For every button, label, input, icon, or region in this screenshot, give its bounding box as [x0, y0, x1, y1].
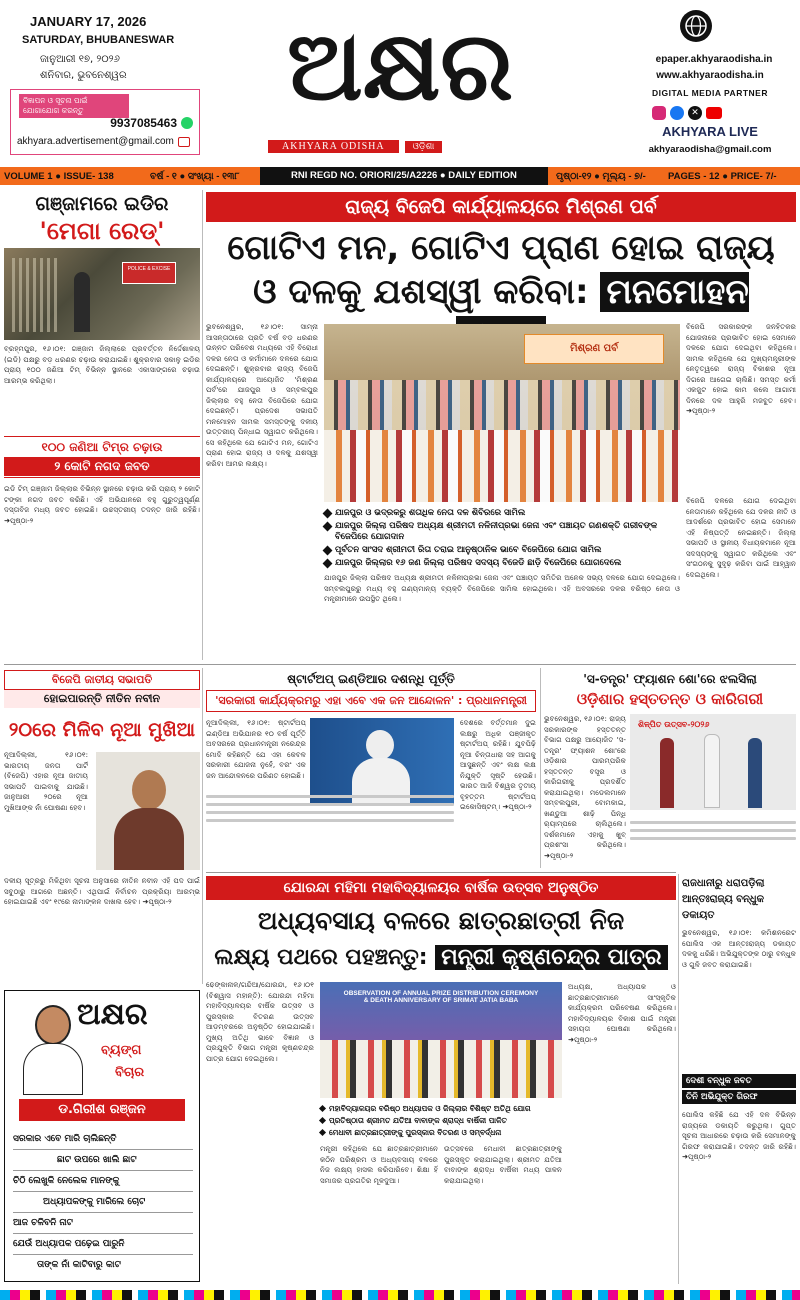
date-od: ଜାନୁଆରୀ ୧୭, ୨୦୨୬	[40, 54, 120, 65]
college-photo	[320, 982, 562, 1098]
logo-sub-od: ଓଡ଼ିଶା	[405, 141, 443, 153]
model-figure	[660, 738, 674, 808]
logo	[250, 0, 550, 166]
bullet-marker-icon	[323, 509, 333, 519]
ed-raid-photo	[4, 248, 200, 340]
satire-author: ଡ.ଗିରୀଶ ରଞ୍ଜନ	[19, 1099, 185, 1121]
ed-subhead-2: ୨ କୋଟି ନଗଦ ଜବତ	[4, 457, 200, 476]
college-story	[206, 876, 676, 1286]
whatsapp-icon	[181, 117, 193, 129]
text-line	[630, 821, 796, 824]
college-banner: ଯୋରନ୍ଦା ମହିମା ମହାବିଦ୍ୟାଳୟର ବାର୍ଷିକ ଉତ୍ସବ ଅନୁଷ୍ଠିତ	[206, 876, 676, 900]
registration-strip	[0, 1290, 800, 1300]
startup-kicker: ଷ୍ଟାର୍ଟଅପ୍ ଇଣ୍ଡିଆର ଦଶନ୍ଧି ପୂର୍ତ୍ତି	[287, 672, 455, 686]
stage-crowd	[320, 1040, 562, 1098]
bullet-text: ପ୍ରତିଷ୍ଠାତା ଶ୍ରୀମତ ଯତିଆ ବାବାଙ୍କ ଶ୍ରାଦ୍ଧ ବାର୍ଷିକୀ ପାଳିତ	[329, 1116, 507, 1125]
logo-subtitle	[268, 140, 442, 153]
globe-icon	[680, 10, 712, 42]
phone-number[interactable]: 9937085463	[110, 116, 177, 130]
facebook-icon[interactable]	[670, 106, 684, 120]
portrait-body	[114, 808, 184, 870]
robbery-head-2: ଆନ୍ତଃରାଜ୍ୟ ବନ୍ଧୁକ ଡକାୟତ	[682, 894, 765, 921]
bjp-body-1: ନୂଆଦିଲ୍ଲୀ, ୧୬।୦୧: ଭାରତୀୟ ଜନତା ପାର୍ଟି (ବିଜେପି) ଏହାର ନୂଆ ଜାତୀୟ ସଭାପତି ପାଇବାକୁ ଯାଉଛି। ଜାନୁଆରୀ ୨୦ରେ ନୂଆ ମୁଖିଆଙ୍କ ନାଁ ଘୋଷଣା ହେବ।	[4, 750, 88, 812]
verse-line: ଛାଟ ଉପରେ ଖାଲି ଛାଟ	[13, 1150, 193, 1171]
lead-col-4: ବିଜେପି ଦଳରେ ଯୋଗ ଦେଇଥିବା ନେତାମାନେ କହିଥିଲେ ଯେ ଦଳର ନୀତି ଓ ଆଦର୍ଶରେ ପ୍ରଭାବିତ ହୋଇ ସେମାନେ ଏହି ନିଷ୍ପତ୍ତି ନେଇଛନ୍ତି। ଜିଲ୍ଲା ସଭାପତି ଓ ସ୍ଥାନୀୟ ବିଧାୟକମାନେ ନୂଆ ସଦସ୍ୟଙ୍କୁ ସ୍ୱାଗତ କରିଥିଲେ ଏବଂ ସଂଗଠନକୁ ସୁଦୃଢ଼ କରିବା ପାଇଁ ଆହ୍ୱାନ ଦେଇଥିଲେ।	[686, 496, 796, 579]
lead-bullet	[324, 545, 680, 556]
photo-banner-2: & DEATH ANNIVERSARY OF SRIMAT JATIA BABA	[363, 997, 519, 1004]
bjp-body-2: ଦଳୀୟ ସୂତ୍ରରୁ ମିଳିଥିବା ସୂଚନା ଅନୁସାରେ ନୀତିନ ନବୀନ ଏହି ପଦ ପାଇଁ ସବୁଠାରୁ ଆଗରେ ଅଛନ୍ତି। ଏଥିପାଇଁ ନିର୍ବାଚନ ପ୍ରକ୍ରିୟା ଆରମ୍ଭ ହୋଇଯାଇଛି ଏବଂ ୧୯ରେ ନାମାଙ୍କନ ଦାଖଲ ହେବ। ➜ପୃଷ୍ଠା-୨	[4, 876, 200, 906]
bjp-kicker-1: ବିଜେପି ଜାତୀୟ ସଭାପତି	[4, 670, 200, 690]
verse-line: ସରକାର ଏବେ ମାରି ଚାଲିଛନ୍ତି	[13, 1129, 193, 1150]
college-bullet	[320, 1116, 562, 1126]
grille-left	[12, 258, 60, 332]
startup-headline: 'ସରକାରୀ କାର୍ଯ୍ୟକ୍ରମରୁ ଏହା ଏବେ ଏକ ଜନ ଆନ୍ଦୋଳନ' : ପ୍ରଧାନମନ୍ତ୍ରୀ	[206, 690, 536, 712]
college-col-4: ଅଧ୍ୟକ୍ଷ, ଅଧ୍ୟାପକ ଓ ଛାତ୍ରଛାତ୍ରୀମାନେ ସାଂସ୍କୃତିକ କାର୍ଯ୍ୟକ୍ରମ ପରିବେଷଣ କରିଥିଲେ। ମହାବିଦ୍ୟାଳୟର ବିକାଶ ପାଇଁ ମନ୍ତ୍ରୀ ସହାୟତା ଘୋଷଣା କରିଥିଲେ। ➜ପୃଷ୍ଠା-୨	[568, 982, 676, 1044]
volume-od: ବର୍ଷ - ୧ ● ସଂଖ୍ୟା - ୧୩୮	[150, 170, 240, 182]
ad-contact-box	[10, 89, 200, 155]
text-line	[630, 829, 796, 832]
portrait-head	[132, 770, 166, 810]
fashion-headline: ଓଡ଼ିଶାର ହସ୍ତତନ୍ତ ଓ କାରିଗରୀ	[576, 690, 764, 708]
bullet-marker-icon	[319, 1105, 326, 1112]
youtube-icon[interactable]	[706, 107, 722, 119]
satire-logo: ଅକ୍ଷର	[77, 997, 148, 1032]
college-headline-2b: ମନ୍ତ୍ରୀ କୃଷ୍ଣଚନ୍ଦ୍ର ପାତ୍ର	[435, 945, 667, 970]
divider	[202, 190, 203, 660]
pages-en: PAGES - 12 ● PRICE- 7/-	[668, 170, 777, 182]
satire-title-2: ବିଚାର	[115, 1065, 145, 1080]
pages-od: ପୃଷ୍ଠା-୧୨ ● ମୂଲ୍ୟ - ୭/-	[556, 170, 646, 182]
ed-raid-story	[4, 192, 200, 662]
officer-figure	[74, 272, 90, 332]
bjp-president-story	[4, 670, 200, 980]
masthead	[0, 0, 800, 166]
divider	[540, 668, 541, 868]
live-label: AKHYARA LIVE	[662, 124, 758, 139]
epaper-url[interactable]: epaper.akhyaraodisha.in	[655, 54, 773, 65]
verse-line: ଯେଉଁ ଅଧ୍ୟାପକ ପଢ଼େଇ ପାରୁନି	[13, 1234, 193, 1255]
ed-head-1: ଗଞ୍ଜାମରେ ଇଡିର	[35, 193, 169, 215]
regd-no: RNI REGD NO. ORIORI/25/A2226 ● DAILY EDITION	[260, 167, 548, 185]
college-bullets	[320, 1104, 562, 1140]
instagram-icon[interactable]	[652, 106, 666, 120]
bullet-text: ଯାଜପୁର ଜିଲ୍ଲାର ୧୬ ଜଣ ଜିଲ୍ଲା ପରିଷଦ ସଦସ୍ୟ ବିଜେଡି ଛାଡ଼ି ବିଜେପିରେ ଯୋଗଦେଲେ	[335, 558, 622, 568]
bullet-text: ଯାଜପୁର ଜିଲ୍ଲା ପରିଷଦ ଅଧ୍ୟକ୍ଷ ଶ୍ରୀମତୀ ନଳିନୀପ୍ରଭା ଜେନା ଏବଂ ପଞ୍ଚାୟତ ଗଣଶକ୍ତି ଗରୀବଙ୍କ ବିଜେପିରେ ଯୋଗଦାନ	[335, 521, 658, 542]
phone-row	[110, 116, 193, 130]
fashion-kicker: 'ସ-ତନ୍ତ୍ର' ଫ୍ୟାଶନ ଶୋ'ରେ ଝଲସିଲା	[583, 672, 757, 686]
lead-col-3: ବିଜେପି ସରକାରଙ୍କ ଜନହିତକର ଯୋଜନାରେ ପ୍ରଭାବିତ ହୋଇ ସେମାନେ ଦଳରେ ଯୋଗ ଦେଇଥିବା କହିଥିଲେ। ସାମଲ କହିଥିଲେ ଯେ ମୁଖ୍ୟମନ୍ତ୍ରୀଙ୍କ ନେତୃତ୍ୱରେ ରାଜ୍ୟ ବିକାଶର ନୂଆ ଦିଗରେ ଆଗେଇ ଚାଲିଛି। ସମସ୍ତ କର୍ମୀ ଏକଜୁଟ ହୋଇ କାମ କଲେ ଆଗାମୀ ଦିନରେ ଦଳ ଆହୁରି ମଜବୁତ ହେବ। ➜ପୃଷ୍ଠା-୨	[686, 322, 796, 415]
date-en: JANUARY 17, 2026	[30, 14, 147, 29]
lead-story	[206, 192, 796, 662]
bjp-kicker-2: ହୋଇପାରନ୍ତି ନୀତିନ ନବୀନ	[4, 690, 200, 708]
bullet-marker-icon	[323, 546, 333, 556]
startup-col-2: ଦେଶରେ ବର୍ତ୍ତମାନ ଦୁଇ ଲକ୍ଷରୁ ଅଧିକ ପଞ୍ଜୀକୃତ ଷ୍ଟାର୍ଟଅପ୍ ରହିଛି। ଯୁବପିଢ଼ି ନୂଆ ଚିନ୍ତାଧାରା ସହ ଆଗକୁ ଆସୁଛନ୍ତି ଏବଂ ଲକ୍ଷ ଲକ୍ଷ ନିଯୁକ୍ତି ସୃଷ୍ଟି ହେଉଛି। ଭାରତ ଆଜି ବିଶ୍ୱର ତୃତୀୟ ବୃହତ୍ତମ ଷ୍ଟାର୍ଟଅପ୍ ଇକୋସିଷ୍ଟମ୍। ➜ପୃଷ୍ଠା-୨	[460, 718, 536, 811]
college-bullet	[320, 1128, 562, 1138]
bullet-text: ପୂର୍ବତନ ସାଂସଦ ଶ୍ରୀମତୀ ରିତା ତରାଇ ଆନୁଷ୍ଠାନିକ ଭାବେ ବିଜେପିରେ ଯୋଗ ସାମିଲ	[335, 545, 602, 555]
email-row	[17, 136, 190, 147]
gmail-icon	[178, 137, 190, 147]
ed-body-2: ଇଡି ଟିମ୍ ଗଞ୍ଜାମ ଜିଲ୍ଲାର ବିଭିନ୍ନ ସ୍ଥାନରେ ଚଢ଼ାଉ କରି ପ୍ରାୟ ୨ କୋଟି ଟଙ୍କା ନଗଦ ଜବତ କରିଛି। ଏହି ଅଭିଯାନରେ ବହୁ ଗୁରୁତ୍ୱପୂର୍ଣ୍ଣ ଦସ୍ତାବିଜ ମଧ୍ୟ ଜବତ ହୋଇଛି। ଉଚ୍ଚସ୍ତରୀୟ ତଦନ୍ତ ଜାରି ରହିଛି। ➜ପୃଷ୍ଠା-୨	[4, 484, 200, 525]
bullet-marker-icon	[323, 522, 333, 532]
robbery-box-1: ଦେଶୀ ବନ୍ଧୁକ ଜବତ	[682, 1074, 796, 1088]
ed-subhead-1: ୧୦୦ ଜଣିଆ ଟିମ୍‌ର ଚଢ଼ାଉ	[41, 440, 163, 454]
verse-line: ଅଧ୍ୟାପକଙ୍କୁ ମାରିଲେ ଚୋଟ	[13, 1192, 193, 1213]
partner-label: DIGITAL MEDIA PARTNER	[652, 88, 768, 98]
lead-bullets	[324, 508, 680, 656]
college-col-3: ଉତ୍ସବରେ ମେଧାବୀ ଛାତ୍ରଛାତ୍ରୀଙ୍କୁ ପୁରସ୍କୃତ କରାଯାଇଥିଲା। ଶ୍ରୀମତ ଯତିଆ ବାବାଙ୍କ ଶ୍ରାଦ୍ଧ ବାର୍ଷିକୀ ମଧ୍ୟ ପାଳନ କରାଯାଇଥିଲା।	[444, 1144, 562, 1185]
fashion-photo	[630, 714, 796, 810]
volume-en: VOLUME 1 ● ISSUE- 138	[4, 170, 114, 182]
crowd-row-back	[324, 380, 680, 430]
text-line	[630, 837, 796, 840]
verse-line: ତାଙ୍କ ନାଁ କାଟିବାରୁ କାଟ	[37, 1260, 121, 1270]
day-place-od: ଶନିବାର, ଭୁବନେଶ୍ୱର	[40, 70, 127, 81]
photo-caption: ମିଶ୍ରଣ ପର୍ବ	[570, 343, 618, 354]
lead-banner: ରାଜ୍ୟ ବିଜେପି କାର୍ଯ୍ୟାଳୟରେ ମିଶ୍ରଣ ପର୍ବ	[206, 192, 796, 222]
text-line	[206, 795, 454, 798]
website-url[interactable]: www.akhyaraodisha.in	[656, 70, 764, 81]
bullet-text: ଯାଜପୁର ଓ ଭଦ୍ରକରୁ ଶତାଧିକ ନେତା ଦଳ ଶିବିରରେ ସାମିଲ	[335, 508, 526, 518]
startup-story	[206, 670, 536, 870]
college-bullet	[320, 1104, 562, 1114]
text-line	[206, 803, 454, 806]
fashion-photo-label: ଶିଳ୍ପିତ ଉତ୍ସବ-୨୦୨୬	[638, 720, 710, 729]
lead-headline-2a: ଓ ଦଳକୁ ଯଶସ୍ୱୀ କରିବା:	[253, 272, 589, 312]
ad-heading: ବିଜ୍ଞାପନ ଓ ସୂଚନା ପାଇଁ ଯୋଗାଯୋଗ କରନ୍ତୁ	[19, 94, 129, 118]
sign-board	[122, 262, 176, 284]
robbery-box-2: ତିନି ଅଭିଯୁକ୍ତ ଗିରଫ	[682, 1090, 796, 1104]
robbery-body-2: ପୋଲିସ କହିଛି ଯେ ଏହି ଦଳ ବିଭିନ୍ନ ରାଜ୍ୟରେ ଡକାୟତି କରୁଥିଲା। ଗୁପ୍ତ ସୂଚନା ଆଧାରରେ ଚଢ଼ାଉ କରି ସେମାନଙ୍କୁ ଗିରଫ କରାଯାଇଛି। ତଦନ୍ତ ଜାରି ରହିଛି। ➜ପୃଷ୍ଠା-୨	[682, 1110, 796, 1161]
divider	[4, 664, 796, 665]
college-headline-1: ଅଧ୍ୟବସାୟ ବଳରେ ଛାତ୍ରଛାତ୍ରୀ ନିଜ	[257, 906, 625, 935]
college-headline-2	[206, 940, 676, 976]
contact-email[interactable]: akhyaraodisha@gmail.com	[648, 144, 772, 155]
day-place-en: SATURDAY, BHUBANESWAR	[22, 34, 175, 46]
photo-banner	[524, 334, 664, 364]
robbery-body-1: ଭୁବନେଶ୍ୱର, ୧୬।୦୧: କମିଶନରେଟ ପୋଲିସ ଏକ ଆନ୍ତଃରାଜ୍ୟ ଡକାୟତ ଦଳକୁ ଧରିଛି। ଅଭିଯୁକ୍ତଙ୍କ ଠାରୁ ବନ୍ଧୁକ ଓ ଗୁଳି ଜବତ କରାଯାଇଛି।	[682, 928, 796, 969]
social-icons	[652, 106, 722, 120]
nitin-nabin-photo	[96, 752, 200, 870]
lead-headline-1: ଗୋଟିଏ ମନ, ଗୋଟିଏ ପ୍ରାଣ ହୋଇ ରାଜ୍ୟ	[227, 228, 775, 268]
startup-col-1b	[206, 790, 454, 868]
logo-text: ଅକ୍ଷର	[286, 9, 514, 122]
photo-banner-1: OBSERVATION OF ANNUAL PRIZE DISTRIBUTION CEREMONY	[343, 990, 539, 997]
avatar-body	[23, 1043, 83, 1095]
fashion-story	[544, 670, 796, 870]
bullet-marker-icon	[323, 559, 333, 569]
satire-verse	[13, 1129, 193, 1275]
satire-title-1: ବ୍ୟଙ୍ଗ	[101, 1043, 142, 1058]
ed-head-2: 'ମେଗା ରେଡ୍'	[39, 217, 165, 245]
robbery-story	[682, 876, 796, 1286]
fashion-body: ଭୁବନେଶ୍ୱର, ୧୬।୦୧: ରାଜ୍ୟ ସରକାରଙ୍କ ହସ୍ତତନ୍ତ ବିଭାଗ ପକ୍ଷରୁ ଆୟୋଜିତ 'ସ-ତନ୍ତ୍ର' ଫ୍ୟାଶନ ଶୋ'ରେ ଓଡ଼ିଶାର ପାରମ୍ପରିକ ହସ୍ତତନ୍ତ ବସ୍ତ୍ର ଓ କାରିଗରୀକୁ ପ୍ରଦର୍ଶିତ କରାଯାଇଥିଲା। ମଡେଲମାନେ ସମ୍ବଲପୁରୀ, ବୋମକାଇ, ଖଣ୍ଡୁଆ ଶାଢ଼ି ପିନ୍ଧି ର‌୍ୟାମ୍ପରେ ଚାଲିଥିଲେ। ଦର୍ଶକମାନେ ଏହାକୁ ଖୁବ୍ ପ୍ରଶଂସା କରିଥିଲେ। ➜ପୃଷ୍ଠା-୨	[544, 714, 626, 860]
x-icon[interactable]: ✕	[688, 106, 702, 120]
bullet-text: ମେଧାବୀ ଛାତ୍ରଛାତ୍ରୀଙ୍କୁ ପୁରସ୍କାର ବିତରଣ ଓ ସମ୍ବର୍ଦ୍ଧନା	[329, 1128, 502, 1137]
cartoonist-avatar	[19, 1005, 87, 1095]
lead-bullet	[324, 521, 680, 543]
lead-bullet	[324, 558, 680, 569]
verse-line: ଚିଠି ଲେଖୁକି ନେଲେକ ମାନଙ୍କୁ	[13, 1171, 193, 1192]
crowd-row-front	[324, 430, 680, 502]
lead-col-1: ଭୁବନେଶ୍ୱର, ୧୬।୦୧: ସାମ୍ନା ଆସନ୍ତାଠାରେ ପ୍ରତି ବର୍ଷ ବଡ଼ ଧରଣର ଉନ୍ନତ ପରିବେଶ ମଧ୍ୟରେ ଏହି ବିରୋଧୀ ଦଳର ନେତା ଓ କର୍ମୀମାନେ ଦଳରେ ଯୋଗ ଦେଇଛନ୍ତି। ଶୁକ୍ରବାର ରାଜ୍ୟ ବିଜେପି କାର୍ଯ୍ୟାଳୟରେ ଆୟୋଜିତ 'ମିଶ୍ରଣ ପର୍ବ'ରେ ଯାଜପୁର ଓ ସମ୍ବଲପୁର ଜିଲ୍ଲାର ବହୁ ନେତା ବିଜେପିରେ ଯୋଗ ଦେଇଛନ୍ତି। ପ୍ରଦେଶ ସଭାପତି ମନମୋହନ ସାମଲ ସମସ୍ତଙ୍କୁ ଦଳୀୟ ଉତ୍ତରୀୟ ପିନ୍ଧାଇ ସ୍ୱାଗତ କରିଥିଲେ। ସେ କହିଥିଲେ ଯେ ଗୋଟିଏ ମନ, ଗୋଟିଏ ପ୍ରାଣ ହୋଇ ରାଜ୍ୟ ଓ ଦଳକୁ ଯଶସ୍ୱୀ କରିବା ଆମର ଲକ୍ଷ୍ୟ।	[206, 322, 318, 468]
lead-bullet	[324, 508, 680, 519]
lead-headline-2b: ମନମୋହନ	[456, 272, 749, 356]
college-col-1: ଢେଙ୍କାନାଳ/ଗନ୍ଦିଆ/ଯୋରନ୍ଦା, ୧୬।୦୧ (ବିଶ୍ୱାସ ମହାନ୍ତି): ଯୋରନ୍ଦା ମହିମା ମହାବିଦ୍ୟାଳୟର ବାର୍ଷିକ ଉତ୍ସବ ଓ ପୁରସ୍କାର ବିତରଣ ଉତ୍ସବ ଆଡ଼ମ୍ବରରେ ଅନୁଷ୍ଠିତ ହୋଇଯାଇଛି। ମୁଖ୍ୟ ଅତିଥି ଭାବେ ବିଜ୍ଞାନ ଓ ପ୍ରଯୁକ୍ତି ବିଭାଗ ମନ୍ତ୍ରୀ କୃଷ୍ଣଚନ୍ଦ୍ର ପାତ୍ର ଯୋଗ ଦେଇଥିଲେ।	[206, 980, 314, 1063]
bullet-marker-icon	[319, 1117, 326, 1124]
logo-sub-en: AKHYARA ODISHA	[268, 140, 399, 153]
startup-col-1: ନୂଆଦିଲ୍ଲୀ, ୧୬।୦୧: ଷ୍ଟାର୍ଟଅପ୍ ଇଣ୍ଡିଆ ଅଭିଯାନର ୧୦ ବର୍ଷ ପୂର୍ତ୍ତି ଅବସରରେ ପ୍ରଧାନମନ୍ତ୍ରୀ ନରେନ୍ଦ୍ର ମୋଦି କହିଛନ୍ତି ଯେ ଏହା କେବଳ ସରକାରୀ ଯୋଜନା ନୁହେଁ, ବରଂ ଏକ ଜନ ଆନ୍ଦୋଳନରେ ପରିଣତ ହୋଇଛି।	[206, 718, 306, 780]
divider	[678, 874, 679, 1284]
bullet-marker-icon	[319, 1129, 326, 1136]
model-figure	[748, 738, 762, 808]
model-figure	[704, 734, 720, 808]
satire-box	[4, 990, 200, 1282]
bjp-headline: ୨୦ରେ ମିଳିବ ନୂଆ ମୁଖିଆ	[8, 719, 196, 741]
robbery-head-1: ରାଜଧାନୀରୁ ଧରାପଡ଼ିଲା	[682, 878, 765, 889]
college-col-2: ମନ୍ତ୍ରୀ କହିଥିଲେ ଯେ ଛାତ୍ରଛାତ୍ରୀମାନେ କଠିନ ପରିଶ୍ରମ ଓ ଅଧ୍ୟବସାୟ ବଳରେ ନିଜ ଲକ୍ଷ୍ୟ ହାସଲ କରିପାରିବେ। ଶିକ୍ଷା ହିଁ ସମାଜର ପ୍ରଗତିର ମୂଳଦୁଆ।	[320, 1144, 438, 1185]
modi-head	[366, 730, 394, 760]
verse-line: ଆଜ ଚଳିବନି ନାଟ	[13, 1213, 193, 1234]
bullet-text: ମହାବିଦ୍ୟାଳୟର ବରିଷ୍ଠ ଅଧ୍ୟାପକ ଓ ଜିଲ୍ଲାର ବିଶିଷ୍ଟ ଅତିଥି ଯୋଗ	[329, 1104, 531, 1113]
text-line	[206, 819, 454, 822]
ed-body-1: ବ୍ରହ୍ମପୁର, ୧୬।୦୧: ଗଞ୍ଜାମ ଜିଲ୍ଲାରେ ପ୍ରବର୍ତ୍ତନ ନିର୍ଦ୍ଦେଶାଳୟ (ଇଡି) ପକ୍ଷରୁ ବଡ଼ ଧରଣର ଚଢ଼ାଉ କରାଯାଇଛି। ଶୁକ୍ରବାର ସକାଳୁ ଇଡିର ପ୍ରାୟ ୧୦୦ ଜଣିଆ ଟିମ୍ ବିଭିନ୍ନ ସ୍ଥାନରେ ଏକାସାଙ୍ଗରେ ଚଢ଼ାଉ ଆରମ୍ଭ କରିଥିଲା।	[4, 344, 200, 385]
ed-subhead-box	[4, 436, 200, 478]
ad-email[interactable]: akhyara.advertisement@gmail.com	[17, 136, 174, 147]
lead-col-2: ଯାଜପୁର ଜିଲ୍ଲା ପରିଷଦ ଅଧ୍ୟକ୍ଷ ଶ୍ରୀମତୀ ନଳିନୀପ୍ରଭା ଜେନା ଏବଂ ପଞ୍ଚାୟତ ସମିତିର ଅନେକ ସଭ୍ୟ ଦଳରେ ଯୋଗ ଦେଇଥିଲେ। ସମ୍ବଲପୁରରୁ ମଧ୍ୟ ବହୁ ଗଣ୍ୟମାନ୍ୟ ବ୍ୟକ୍ତି ବିଜେପିରେ ସାମିଲ ହୋଇଥିଲେ। ଏହି ଅବସରରେ ଦଳର ବରିଷ୍ଠ ନେତା ଓ ମନ୍ତ୍ରୀମାନେ ଉପସ୍ଥିତ ଥିଲେ।	[324, 573, 680, 603]
lead-photo	[324, 324, 680, 502]
avatar-head	[35, 1005, 71, 1045]
divider	[206, 872, 676, 873]
text-line	[206, 811, 454, 814]
info-bar	[0, 167, 800, 185]
college-headline-2a: ଲକ୍ଷ୍ୟ ପଥରେ ପହଞ୍ଚନ୍ତୁ:	[214, 945, 428, 970]
sign-text: POLICE & EXCISE	[127, 266, 171, 272]
fashion-body-2	[630, 816, 796, 868]
divider	[202, 668, 203, 984]
